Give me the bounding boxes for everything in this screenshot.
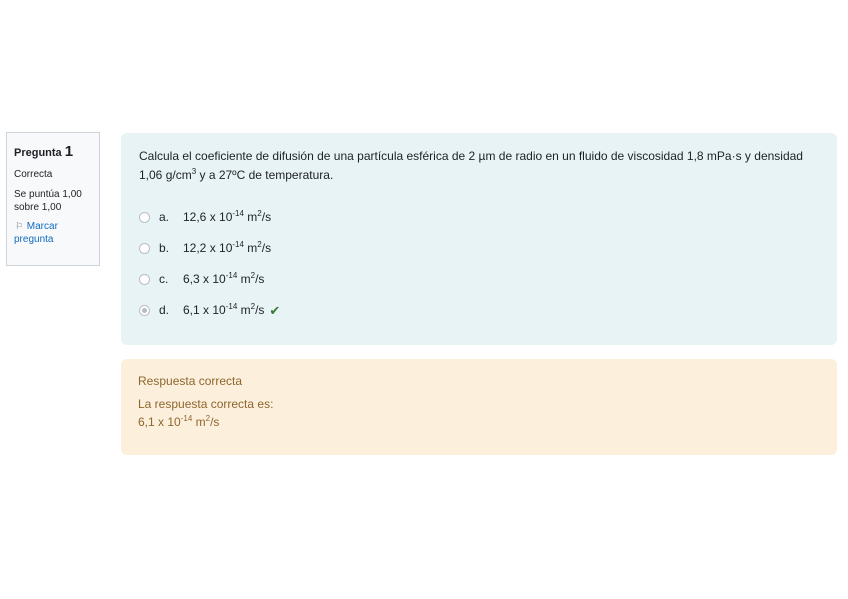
option-unit-tail: /s (255, 272, 265, 287)
option-unit-exponent: 2 (257, 240, 262, 250)
question-state: Correcta (14, 169, 53, 181)
question-text-part2: y a 27ºC de temperatura. (196, 167, 334, 182)
correct-check-icon: ✔ (269, 302, 281, 318)
option-unit-tail: /s (255, 303, 265, 318)
option-mantissa: 12,6 x 10 (183, 210, 233, 225)
option-exponent: -14 (232, 209, 244, 219)
option-unit: m (237, 303, 251, 318)
flag-question-link[interactable] (14, 220, 92, 247)
flag-line-2: pregunta (14, 234, 54, 246)
option-exponent: -14 (225, 302, 238, 312)
answer-unit-exponent: 2 (205, 413, 211, 423)
option-text (183, 301, 264, 320)
question-text (139, 147, 819, 184)
answer-options (139, 202, 819, 326)
correct-answer-label: La respuesta correcta es: (138, 397, 274, 412)
flag-line-1: Marcar (26, 220, 58, 232)
question-title (14, 142, 92, 162)
flag-icon: ⚐ (14, 220, 24, 231)
feedback-box (121, 359, 837, 455)
answer-radio[interactable] (139, 243, 150, 254)
option-exponent: -14 (225, 271, 238, 281)
answer-radio[interactable] (139, 212, 150, 223)
feedback-title: Respuesta correcta (138, 374, 243, 388)
option-letter: a. (159, 210, 170, 225)
option-text (183, 239, 271, 258)
question-label: Pregunta (14, 147, 62, 159)
option-unit-exponent: 2 (250, 271, 256, 281)
answer-option-b[interactable] (139, 233, 819, 264)
answer-option-d[interactable] (139, 295, 819, 326)
answer-radio[interactable] (139, 274, 150, 285)
option-unit-exponent: 2 (257, 209, 262, 219)
answer-option-c[interactable] (139, 264, 819, 295)
option-mantissa: 12,2 x 10 (183, 241, 233, 256)
question-text-part1: Calcula el coeficiente de difusión de una partícula esférica de 2 µm de radio en un fluido de viscosidad 1,8 mPa·s y densidad 1,06 g/cm (139, 149, 803, 182)
answer-mantissa: 6,1 x 10 (138, 414, 181, 429)
question-grade (14, 188, 92, 215)
answer-option-a[interactable] (139, 202, 819, 233)
option-mantissa: 6,3 x 10 (183, 272, 226, 287)
option-text (183, 270, 264, 289)
option-unit-tail: /s (261, 210, 272, 225)
option-unit: m (243, 241, 258, 256)
option-text (183, 208, 271, 227)
option-letter: d. (159, 303, 170, 318)
option-letter: c. (159, 272, 169, 287)
grade-line-2: sobre 1,00 (14, 202, 62, 214)
answer-unit: m (192, 414, 206, 429)
answer-unit-tail: /s (210, 414, 220, 429)
option-unit: m (237, 272, 251, 287)
answer-radio[interactable] (139, 305, 150, 316)
question-info-panel (6, 132, 100, 266)
grade-line-1: Se puntúa 1,00 (14, 188, 82, 200)
option-mantissa: 6,1 x 10 (183, 303, 226, 318)
option-unit: m (243, 210, 258, 225)
option-letter: b. (159, 241, 170, 256)
answer-exponent: -14 (180, 413, 193, 423)
correct-answer-value (138, 414, 820, 431)
option-unit-tail: /s (261, 241, 272, 256)
question-number: 1 (64, 143, 74, 160)
option-unit-exponent: 2 (250, 302, 256, 312)
question-text-superscript: 3 (191, 166, 197, 176)
option-exponent: -14 (232, 240, 244, 250)
question-formulation (121, 133, 837, 345)
